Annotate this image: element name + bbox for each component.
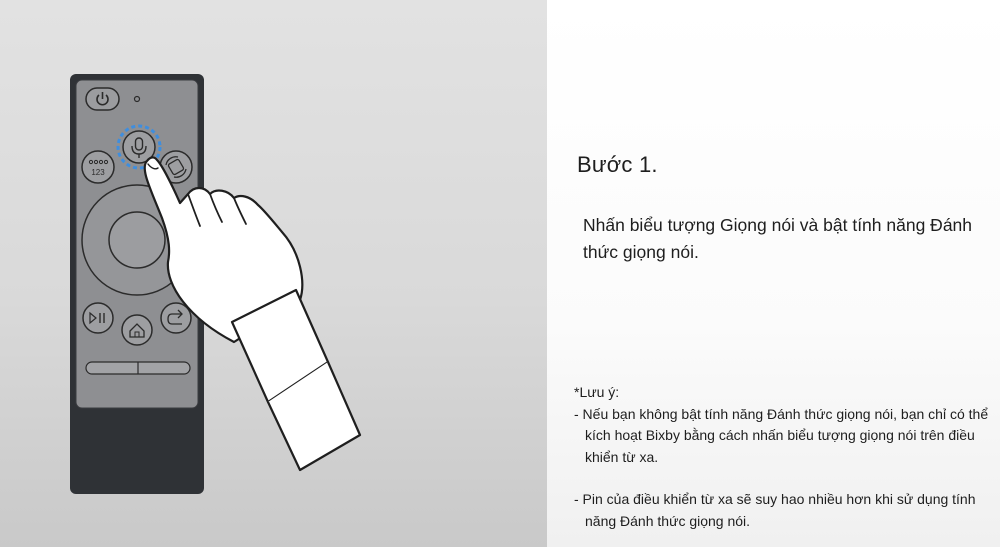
number-pad-icon bbox=[82, 151, 114, 183]
keypad-label: 123 bbox=[91, 168, 105, 177]
power-icon bbox=[86, 88, 119, 110]
play-pause-icon bbox=[83, 303, 113, 333]
step-title: Bước 1. bbox=[577, 152, 658, 177]
home-icon bbox=[122, 315, 152, 345]
note-item: - Pin của điều khiển từ xa sẽ suy hao nhiều hơn khi sử dụng tính năng Đánh thức giọng nói. bbox=[574, 491, 976, 529]
note-block bbox=[574, 382, 994, 532]
note-item: - Nếu bạn không bật tính năng Đánh thức giọng nói, bạn chỉ có thể kích hoạt Bixby bằng cách nhấn biểu tượng giọng nói trên điều khiển từ xa. bbox=[574, 405, 989, 465]
instruction-panel bbox=[547, 0, 1000, 547]
step-instruction: Nhấn biểu tượng Giọng nói và bật tính năng Đánh thức giọng nói. bbox=[583, 215, 973, 262]
select-button bbox=[109, 212, 165, 268]
note-label: *Lưu ý: bbox=[574, 384, 620, 400]
